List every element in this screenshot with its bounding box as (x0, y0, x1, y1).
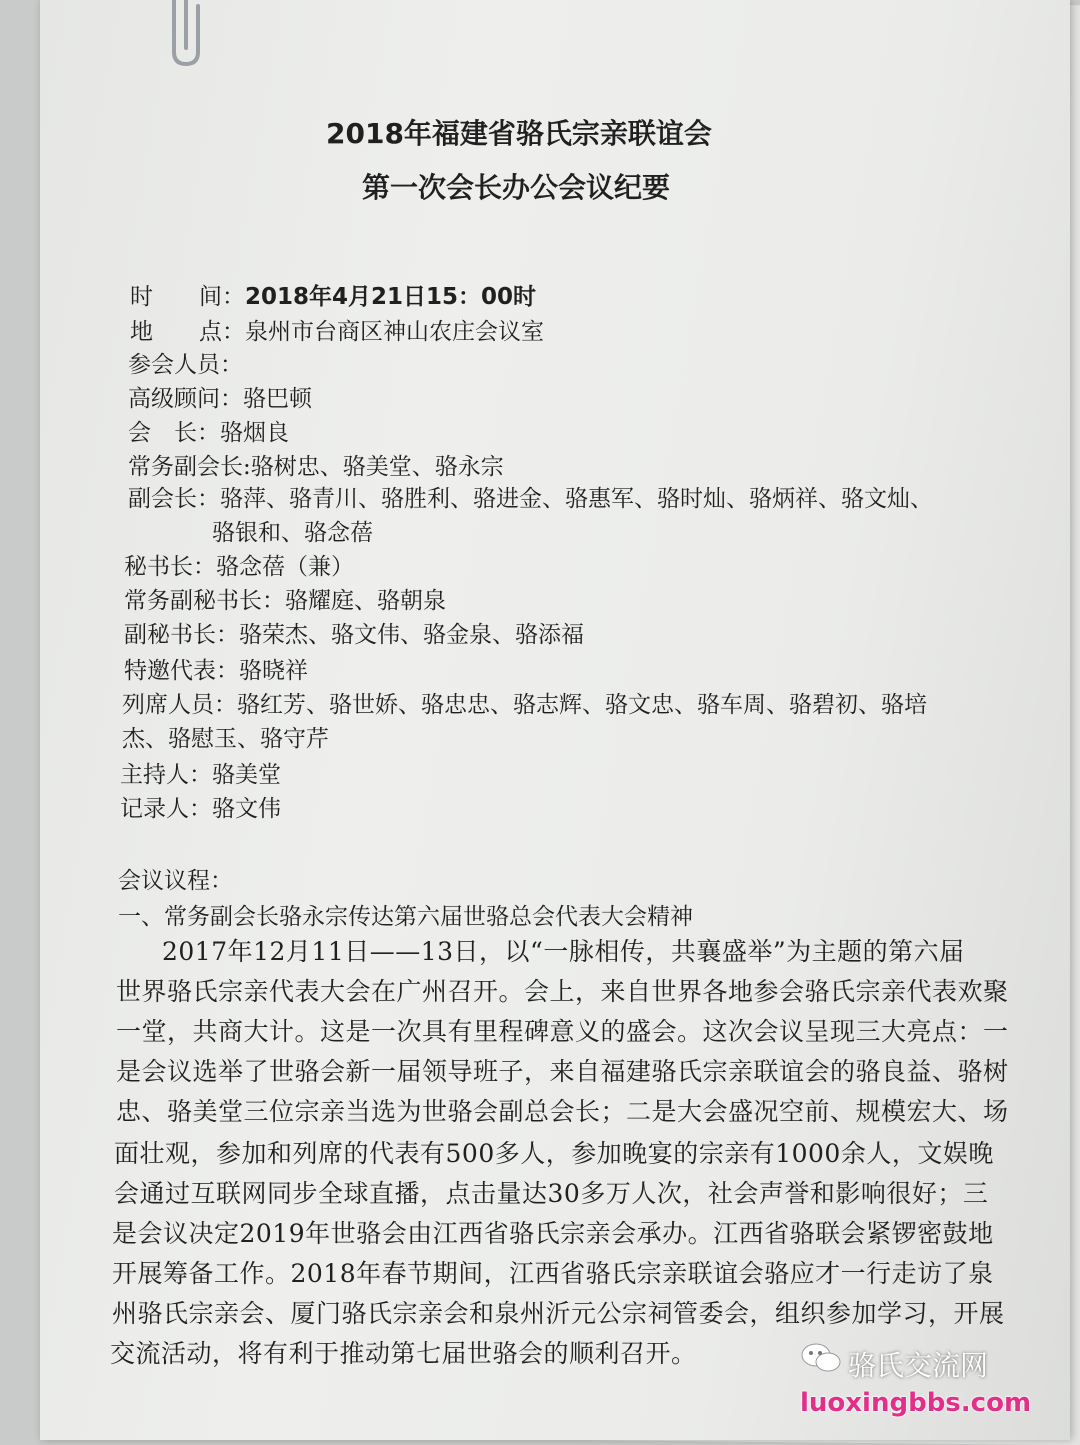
role-line: 高级顾问：骆巴顿 (128, 386, 312, 412)
paragraph-line: 是会议选举了世骆会新一届领导班子，来自福建骆氏宗亲联谊会的骆良益、骆树 (116, 1057, 1009, 1086)
place-label: 地 点： (130, 319, 245, 345)
paragraph-line: 会通过互联网同步全球直播，点击量达30多万人次，社会声誉和影响很好；三 (114, 1179, 989, 1208)
role-line: 会 长：骆烟良 (128, 420, 289, 446)
agenda-label: 会议议程： (118, 868, 233, 894)
meeting-place (130, 313, 544, 346)
role-line: 特邀代表：骆晓祥 (124, 658, 308, 684)
paragraph-line: 交流活动，将有利于推动第七届世骆会的顺利召开。 (110, 1339, 697, 1368)
role-line: 骆银和、骆念蓓 (212, 520, 373, 546)
paragraph-line: 州骆氏宗亲会、厦门骆氏宗亲会和泉州沂元公宗祠管委会，组织参加学习，开展 (112, 1299, 1005, 1328)
paragraph-line: 世界骆氏宗亲代表大会在广州召开。会上，来自世界各地参会骆氏宗亲代表欢聚 (116, 977, 1009, 1006)
document-title-line2: 第一次会长办公会议纪要 (362, 171, 671, 204)
role-line: 列席人员：骆红芳、骆世娇、骆忠忠、骆志辉、骆文忠、骆车周、骆碧初、骆培 (122, 692, 927, 718)
place-value: 泉州市台商区神山农庄会议室 (245, 319, 544, 345)
document-title-line1: 2018年福建省骆氏宗亲联谊会 (326, 117, 712, 150)
time-label: 时 间： (130, 284, 245, 310)
attendees-label: 参会人员： (128, 352, 243, 378)
paragraph-line: 面壮观，参加和列席的代表有500多人，参加晚宴的宗亲有1000余人，文娱晚 (114, 1139, 994, 1168)
meeting-time (130, 278, 536, 311)
paragraph-line: 忠、骆美堂三位宗亲当选为世骆会副总会长；二是大会盛况空前、规模宏大、场 (116, 1097, 1009, 1126)
chat-bubble-icon (800, 1340, 842, 1378)
section-heading: 一、常务副会长骆永宗传达第六届世骆总会代表大会精神 (118, 904, 693, 930)
paragraph-line: 2017年12月11日——13日，以“一脉相传，共襄盛举”为主题的第六届 (162, 937, 965, 966)
role-line: 常务副秘书长：骆耀庭、骆朝泉 (124, 588, 446, 614)
watermark-url: luoxingbbs.com (800, 1388, 1032, 1418)
watermark (800, 1340, 1070, 1430)
role-line: 记录人：骆文伟 (120, 796, 281, 822)
role-line: 杰、骆慰玉、骆守芹 (122, 726, 329, 752)
paragraph-line: 开展筹备工作。2018年春节期间，江西省骆氏宗亲联谊会骆应才一行走访了泉 (112, 1259, 994, 1288)
paragraph-line: 一堂，共商大计。这是一次具有里程碑意义的盛会。这次会议呈现三大亮点：一 (116, 1017, 1009, 1046)
role-line: 副秘书长：骆荣杰、骆文伟、骆金泉、骆添福 (124, 622, 584, 648)
role-line: 主持人：骆美堂 (120, 762, 281, 788)
paperclip-icon (160, 0, 220, 70)
paragraph-line: 是会议决定2019年世骆会由江西省骆氏宗亲会承办。江西省骆联会紧锣密鼓地 (112, 1219, 994, 1248)
role-line: 常务副会长:骆树忠、骆美堂、骆永宗 (128, 454, 504, 480)
role-line: 副会长：骆萍、骆青川、骆胜利、骆进金、骆惠军、骆时灿、骆炳祥、骆文灿、 (128, 486, 933, 512)
time-value: 2018年4月21日15：00时 (245, 284, 537, 310)
role-line: 秘书长：骆念蓓（兼） (124, 554, 354, 580)
watermark-name: 骆氏交流网 (848, 1349, 989, 1382)
